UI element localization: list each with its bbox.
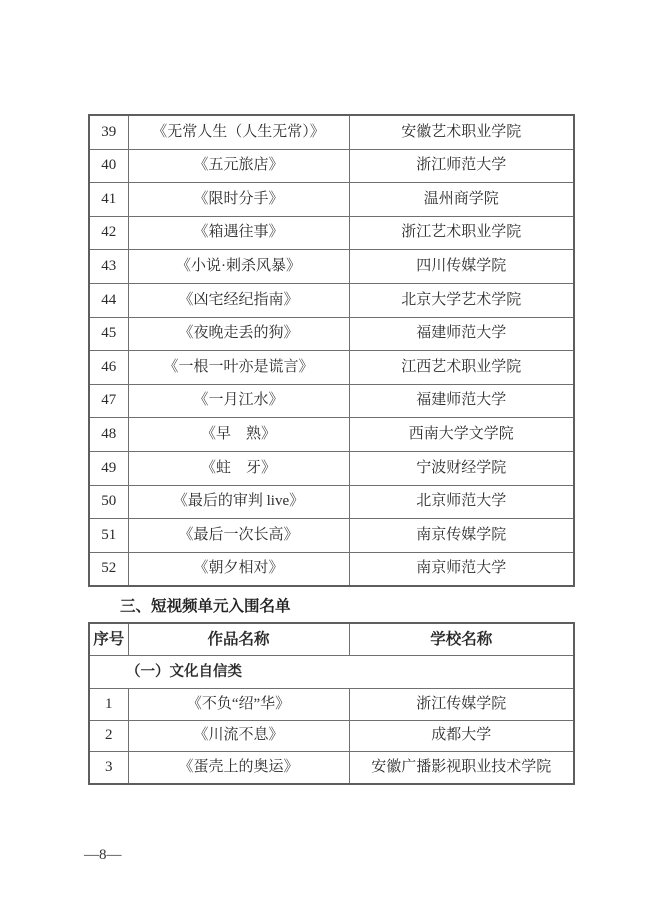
col-header-index: 序号 bbox=[89, 623, 128, 656]
school-name: 成都大学 bbox=[349, 720, 574, 752]
work-title: 《朝夕相对》 bbox=[128, 552, 349, 586]
table-row bbox=[89, 418, 574, 452]
school-name: 北京大学艺术学院 bbox=[349, 283, 574, 317]
row-number: 42 bbox=[89, 216, 128, 250]
table-row bbox=[89, 317, 574, 351]
school-name: 浙江传媒学院 bbox=[349, 689, 574, 721]
work-title: 《限时分手》 bbox=[128, 183, 349, 217]
table-row bbox=[89, 552, 574, 586]
school-name: 南京师范大学 bbox=[349, 552, 574, 586]
col-header-school-name: 学校名称 bbox=[349, 623, 574, 656]
row-number: 1 bbox=[89, 689, 128, 721]
school-name: 江西艺术职业学院 bbox=[349, 351, 574, 385]
work-title: 《箱遇往事》 bbox=[128, 216, 349, 250]
row-number: 47 bbox=[89, 384, 128, 418]
table-row bbox=[89, 720, 574, 752]
school-name: 浙江师范大学 bbox=[349, 149, 574, 183]
table-row bbox=[89, 351, 574, 385]
row-number: 49 bbox=[89, 451, 128, 485]
school-name: 西南大学文学院 bbox=[349, 418, 574, 452]
table-row bbox=[89, 115, 574, 149]
school-name: 北京师范大学 bbox=[349, 485, 574, 519]
school-name: 温州商学院 bbox=[349, 183, 574, 217]
col-header-work-title: 作品名称 bbox=[128, 623, 349, 656]
table-row bbox=[89, 485, 574, 519]
row-number: 2 bbox=[89, 720, 128, 752]
work-title: 《川流不息》 bbox=[128, 720, 349, 752]
table-row bbox=[89, 451, 574, 485]
table-row bbox=[89, 752, 574, 784]
work-title: 《最后的审判 live》 bbox=[128, 485, 349, 519]
work-title: 《一月江水》 bbox=[128, 384, 349, 418]
row-number: 52 bbox=[89, 552, 128, 586]
category-row bbox=[89, 656, 574, 689]
school-name: 安徽艺术职业学院 bbox=[349, 115, 574, 149]
row-number: 44 bbox=[89, 283, 128, 317]
table-row bbox=[89, 689, 574, 721]
table-row bbox=[89, 384, 574, 418]
page-number: —8— bbox=[84, 847, 122, 863]
school-name: 福建师范大学 bbox=[349, 317, 574, 351]
row-number: 3 bbox=[89, 752, 128, 784]
film-unit-shortlist-table bbox=[88, 114, 575, 587]
school-name: 宁波财经学院 bbox=[349, 451, 574, 485]
school-name: 南京传媒学院 bbox=[349, 519, 574, 553]
table-header-row bbox=[89, 623, 574, 656]
row-number: 45 bbox=[89, 317, 128, 351]
row-number: 48 bbox=[89, 418, 128, 452]
school-name: 四川传媒学院 bbox=[349, 250, 574, 284]
row-number: 41 bbox=[89, 183, 128, 217]
table-row bbox=[89, 283, 574, 317]
work-title: 《夜晚走丢的狗》 bbox=[128, 317, 349, 351]
work-title: 《五元旅店》 bbox=[128, 149, 349, 183]
work-title: 《小说·刺杀风暴》 bbox=[128, 250, 349, 284]
school-name: 浙江艺术职业学院 bbox=[349, 216, 574, 250]
table-row bbox=[89, 216, 574, 250]
row-number: 51 bbox=[89, 519, 128, 553]
row-number: 39 bbox=[89, 115, 128, 149]
work-title: 《早 熟》 bbox=[128, 418, 349, 452]
row-number: 46 bbox=[89, 351, 128, 385]
section-heading: 三、短视频单元入围名单 bbox=[120, 598, 291, 615]
category-label: （一）文化自信类 bbox=[89, 656, 574, 689]
work-title: 《不负“绍”华》 bbox=[128, 689, 349, 721]
work-title: 《凶宅经纪指南》 bbox=[128, 283, 349, 317]
row-number: 50 bbox=[89, 485, 128, 519]
work-title: 《无常人生（人生无常）》 bbox=[128, 115, 349, 149]
work-title: 《一根一叶亦是谎言》 bbox=[128, 351, 349, 385]
table-row bbox=[89, 250, 574, 284]
row-number: 40 bbox=[89, 149, 128, 183]
work-title: 《蛋壳上的奥运》 bbox=[128, 752, 349, 784]
table-row bbox=[89, 183, 574, 217]
table-row bbox=[89, 149, 574, 183]
short-video-shortlist-table bbox=[88, 622, 575, 785]
table-row bbox=[89, 519, 574, 553]
work-title: 《最后一次长高》 bbox=[128, 519, 349, 553]
row-number: 43 bbox=[89, 250, 128, 284]
work-title: 《蛀 牙》 bbox=[128, 451, 349, 485]
school-name: 安徽广播影视职业技术学院 bbox=[349, 752, 574, 784]
school-name: 福建师范大学 bbox=[349, 384, 574, 418]
